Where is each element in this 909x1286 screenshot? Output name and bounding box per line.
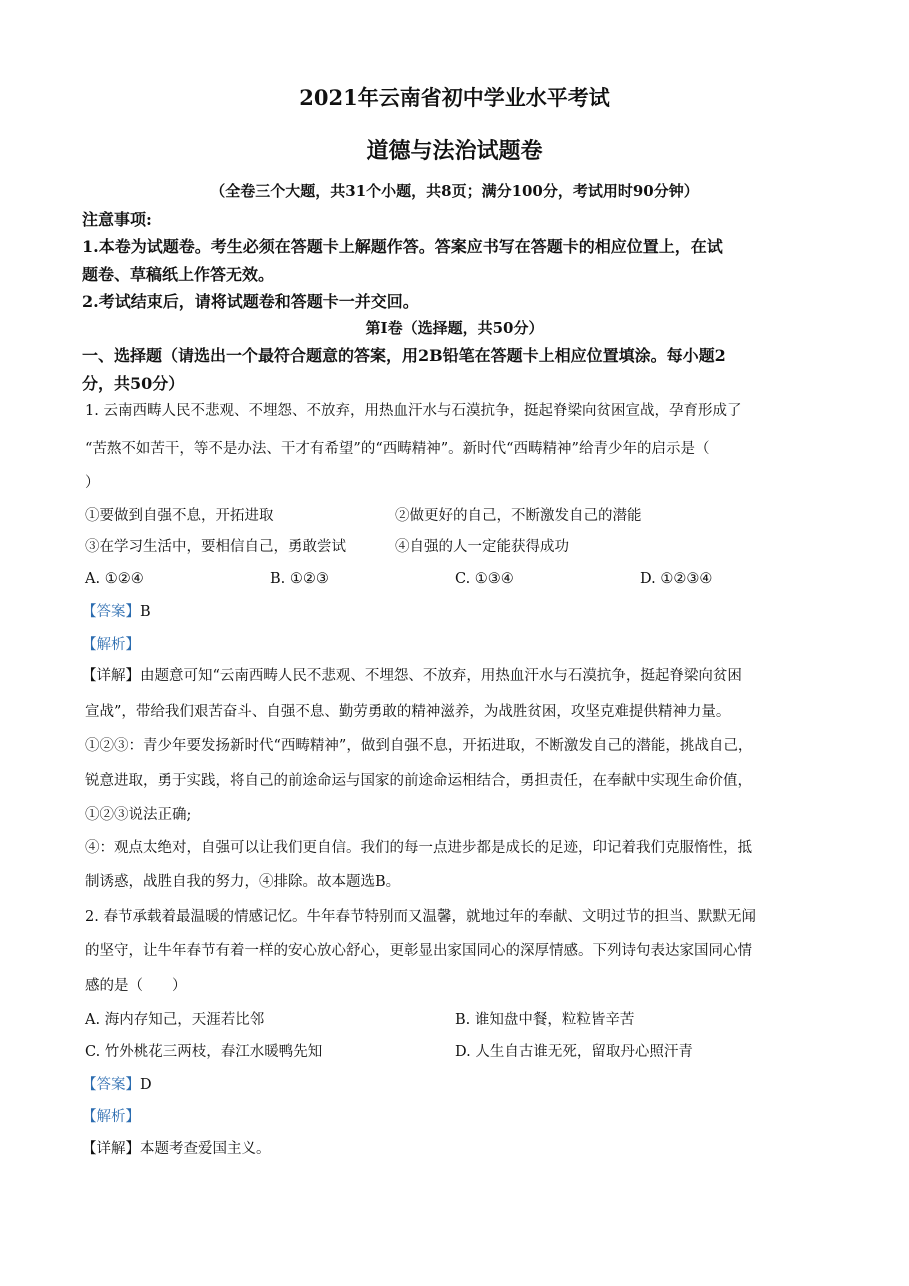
q1-option-d: D. ①②③④ <box>640 571 713 587</box>
section-heading: 一、选择题（请选出一个最符合题意的答案，用2B铅笔在答题卡上相应位置填涂。每小题2 <box>82 346 726 365</box>
notice-item-2: 2.考试结束后，请将试题卷和答题卡一并交回。 <box>82 292 419 311</box>
q2-stem-cont: 的坚守，让牛年春节有着一样的安心放心舒心，更彰显出家国同心的深厚情感。下列诗句表达家国同心情 <box>85 943 752 959</box>
exam-title: 2021年云南省初中学业水平考试 <box>299 85 610 110</box>
q1-stem-cont: “苦熬不如苦干，等不是办法、干才有希望”的“西畴精神”。新时代“西畴精神”给青少年的启示是（ <box>85 441 710 457</box>
q1-detail-line-6: ④：观点太绝对，自强可以让我们更自信。我们的每一点进步都是成长的足迹，印记着我们克服惰性，抵 <box>85 840 752 856</box>
answer-tag: 【答案】 <box>82 604 140 620</box>
q1-option-b: B. ①②③ <box>270 571 329 587</box>
q1-detail <box>82 666 742 686</box>
q2-option-a: A. 海内存知己，天涯若比邻 <box>85 1012 265 1028</box>
q1-statement-4: ④自强的人一定能获得成功 <box>395 539 569 555</box>
q1-option-a: A. ①②④ <box>85 571 144 587</box>
q2-stem-end: 感的是（ ） <box>85 978 187 994</box>
exam-subject: 道德与法治试题卷 <box>366 138 543 164</box>
q2-option-d: D. 人生自古谁无死，留取丹心照汗青 <box>455 1044 693 1060</box>
q2-option-b: B. 谁知盘中餐，粒粒皆辛苦 <box>455 1012 635 1028</box>
answer-tag: 【答案】 <box>82 1077 140 1093</box>
notice-item-1-cont: 题卷、草稿纸上作答无效。 <box>82 265 275 284</box>
q2-option-c: C. 竹外桃花三两枝，春江水暖鸭先知 <box>85 1044 323 1060</box>
answer-value: D <box>140 1077 152 1093</box>
notice-item-1: 1.本卷为试题卷。考生必须在答题卡上解题作答。答案应书写在答题卡的相应位置上，在试 <box>82 237 723 256</box>
q1-statement-1: ①要做到自强不息，开拓进取 <box>85 508 274 524</box>
q1-stem: 1. 云南西畴人民不悲观、不埋怨、不放弃，用热血汗水与石漠抗争，挺起脊梁向贫困宣战，孕育形成了 <box>85 403 742 419</box>
q1-detail-line-3: ①②③：青少年要发扬新时代“西畴精神”，做到自强不息，开拓进取，不断激发自己的潜能，挑战自己， <box>85 738 753 754</box>
q1-detail-line-2: 宣战”，带给我们艰苦奋斗、自强不息、勤劳勇敢的精神滋养，为战胜贫困，攻坚克难提供精神力量。 <box>85 704 731 720</box>
q2-analysis-tag: 【解析】 <box>82 1109 140 1125</box>
detail-tag: 【详解】 <box>82 668 140 684</box>
q1-option-c: C. ①③④ <box>455 571 514 587</box>
q2-detail <box>82 1139 271 1159</box>
answer-value: B <box>140 604 151 620</box>
detail-tag: 【详解】 <box>82 1141 140 1157</box>
q2-stem: 2. 春节承载着最温暖的情感记忆。牛年春节特别而又温馨，就地过年的奉献、文明过节的担当、默默无闻 <box>85 909 756 925</box>
section-heading-cont: 分，共50分） <box>82 374 185 393</box>
q1-statement-2: ②做更好的自己，不断激发自己的潜能 <box>395 508 642 524</box>
q1-answer <box>82 602 151 622</box>
q1-stem-end: ） <box>85 475 100 491</box>
q1-detail-line-7: 制诱惑，战胜自我的努力，④排除。故本题选B。 <box>85 874 401 890</box>
q1-analysis-tag: 【解析】 <box>82 637 140 653</box>
detail-text: 本题考查爱国主义。 <box>140 1141 271 1157</box>
q1-detail-line-4: 锐意进取，勇于实践，将自己的前途命运与国家的前途命运相结合，勇担责任，在奉献中实现生命价值， <box>85 773 752 789</box>
part1-title: 第Ⅰ卷（选择题，共50分） <box>365 319 544 337</box>
exam-info: （全卷三个大题，共31个小题，共8页；满分100分，考试用时90分钟） <box>210 182 699 200</box>
detail-text: 由题意可知“云南西畴人民不悲观、不埋怨、不放弃，用热血汗水与石漠抗争，挺起脊梁向贫困 <box>140 668 742 684</box>
q1-detail-line-5: ①②③说法正确; <box>85 807 192 823</box>
q2-answer <box>82 1075 152 1095</box>
notice-heading: 注意事项: <box>82 210 152 229</box>
q1-statement-3: ③在学习生活中，要相信自己，勇敢尝试 <box>85 539 346 555</box>
